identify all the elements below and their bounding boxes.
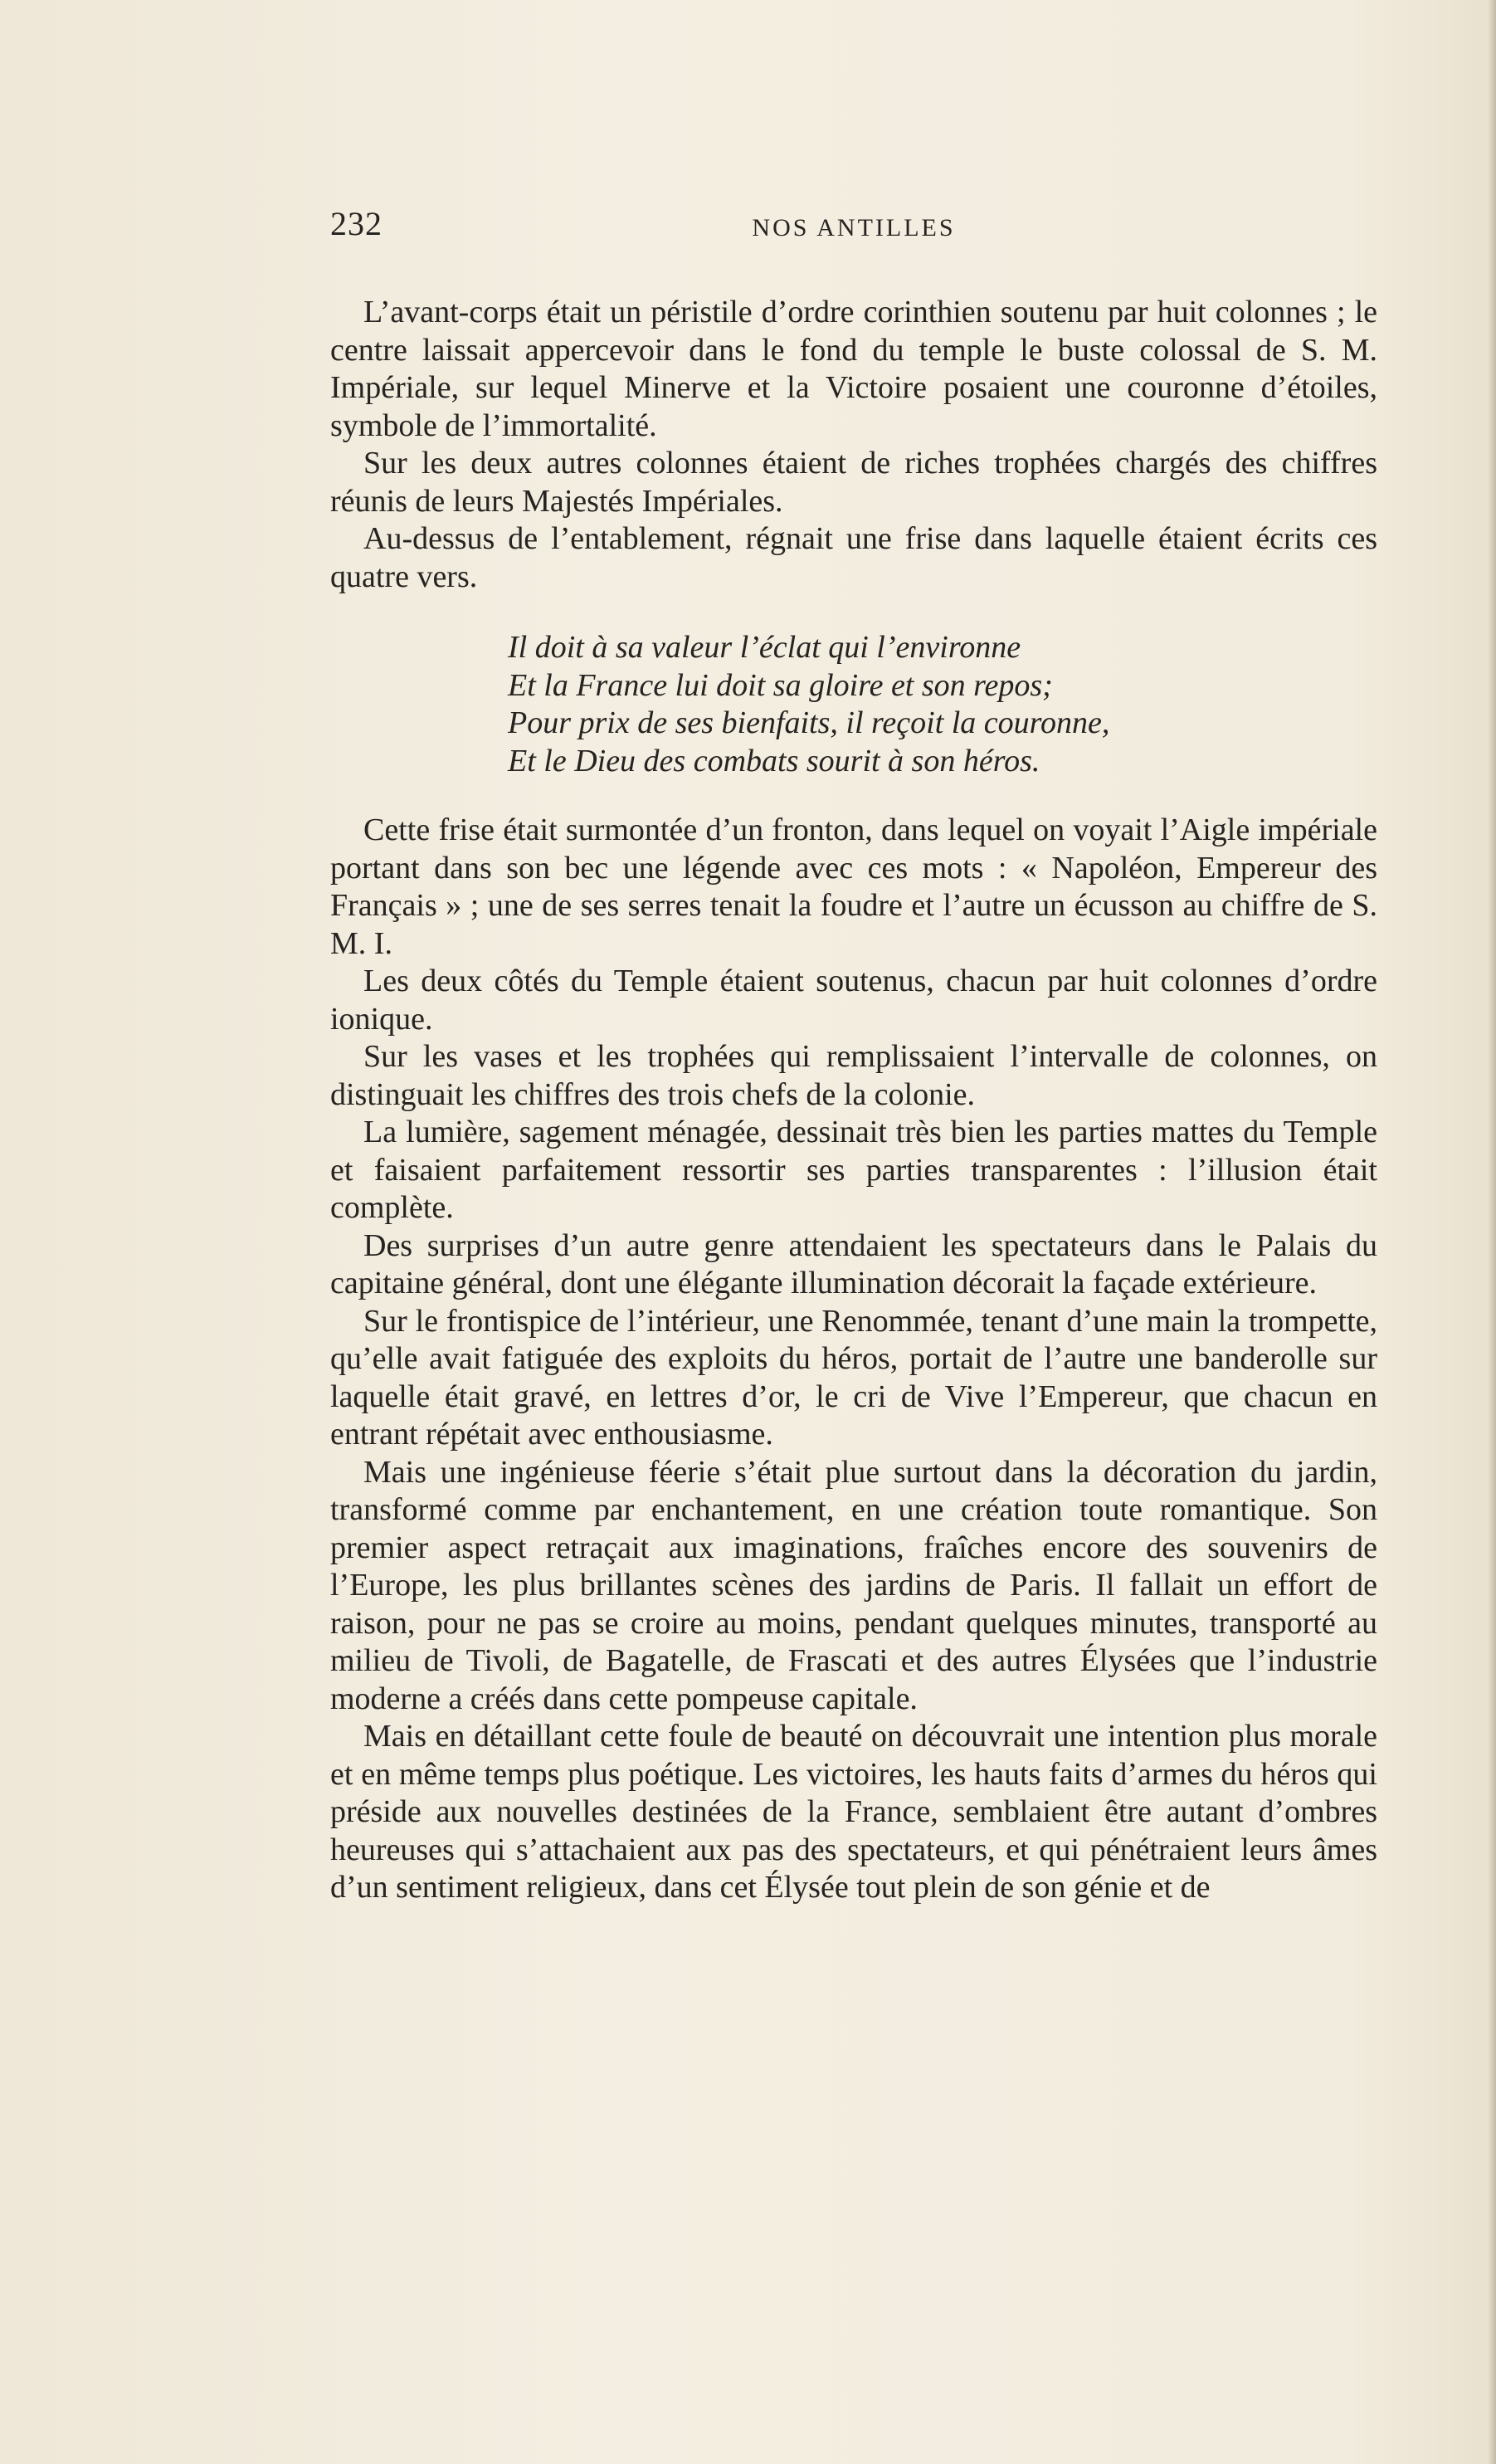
paragraph: Cette frise était surmontée d’un fronton, dans lequel on voyait l’Aigle impériale portant dans son bec une légende avec ces mots : « Napoléon, Empereur des Français » ; une de ses serres tenait la foudre et l’autre un écusson au chiffre de S. M. I. [330,812,1377,961]
paragraph: Les deux côtés du Temple étaient soutenus, chacun par huit colonnes d’ordre ionique. [330,964,1377,1037]
verse-line: Et la France lui doit sa gloire et son repos; [508,667,1053,703]
page-edge-shadow [1488,0,1496,2464]
paragraph: L’avant-corps était un péristile d’ordre corinthien soutenu par huit colonnes ; le centre laissait appercevoir dans le fond du temple le buste colossal de S. M. Impériale, sur lequel Minerve et la Victoire posaient une couronne d’étoiles, symbole de l’immortalité. [330,295,1377,443]
page-number: 232 [330,205,383,242]
paragraph: La lumière, sagement ménagée, dessinait très bien les parties mattes du Temple et faisaient parfaitement ressortir ses parties transparentes : l’illusion était complète. [330,1115,1377,1225]
paragraph: Au-dessus de l’entablement, régnait une frise dans laquelle étaient écrits ces quatre vers. [330,521,1377,594]
body-text [330,294,1377,1907]
running-head [330,204,1377,254]
verse-quotation [508,629,1377,780]
verse-line: Et le Dieu des combats sourit à son héros. [508,743,1040,778]
verse-line: Il doit à sa valeur l’éclat qui l’environne [508,630,1021,665]
paragraph: Mais en détaillant cette foule de beauté on découvrait une intention plus morale et en même temps plus poétique. Les victoires, les hauts faits d’armes du héros qui préside aux nouvelles destinées de la France, semblaient être autant d’ombres heureuses qui s’attachaient aux pas des spectateurs, et qui pénétraient leurs âmes d’un sentiment religieux, dans cet Élysée tout plein de son génie et de [330,1719,1377,1905]
verse-line: Pour prix de ses bienfaits, il reçoit la couronne, [508,705,1110,740]
paragraph: Des surprises d’un autre genre attendaient les spectateurs dans le Palais du capitaine général, dont une élégante illumination décorait la façade extérieure. [330,1227,1377,1300]
paragraph: Sur les vases et les trophées qui remplissaient l’intervalle de colonnes, on distinguait les chiffres des trois chefs de la colonie. [330,1039,1377,1112]
running-title: NOS ANTILLES [752,214,956,242]
paragraph: Mais une ingénieuse féerie s’était plue surtout dans la décoration du jardin, transformé comme par enchantement, en une création toute romantique. Son premier aspect retraçait aux imaginations, fraîches encore des souvenirs de l’Europe, les plus brillantes scènes des jardins de Paris. Il fallait un effort de raison, pour ne pas se croire au moins, pendant quelques minutes, transporté au milieu de Tivoli, de Bagatelle, de Frascati et des autres Élysées que l’industrie moderne a créés dans cette pompeuse capitale. [330,1454,1377,1716]
paragraph: Sur les deux autres colonnes étaient de riches trophées chargés des chiffres réunis de leurs Majestés Impériales. [330,446,1377,519]
paragraph: Sur le frontispice de l’intérieur, une Renommée, tenant d’une main la trompette, qu’elle avait fatiguée des exploits du héros, portait de l’autre une banderolle sur laquelle était gravé, en lettres d’or, le cri de Vive l’Empereur, que chacun en entrant répétait avec enthousiasme. [330,1303,1377,1452]
